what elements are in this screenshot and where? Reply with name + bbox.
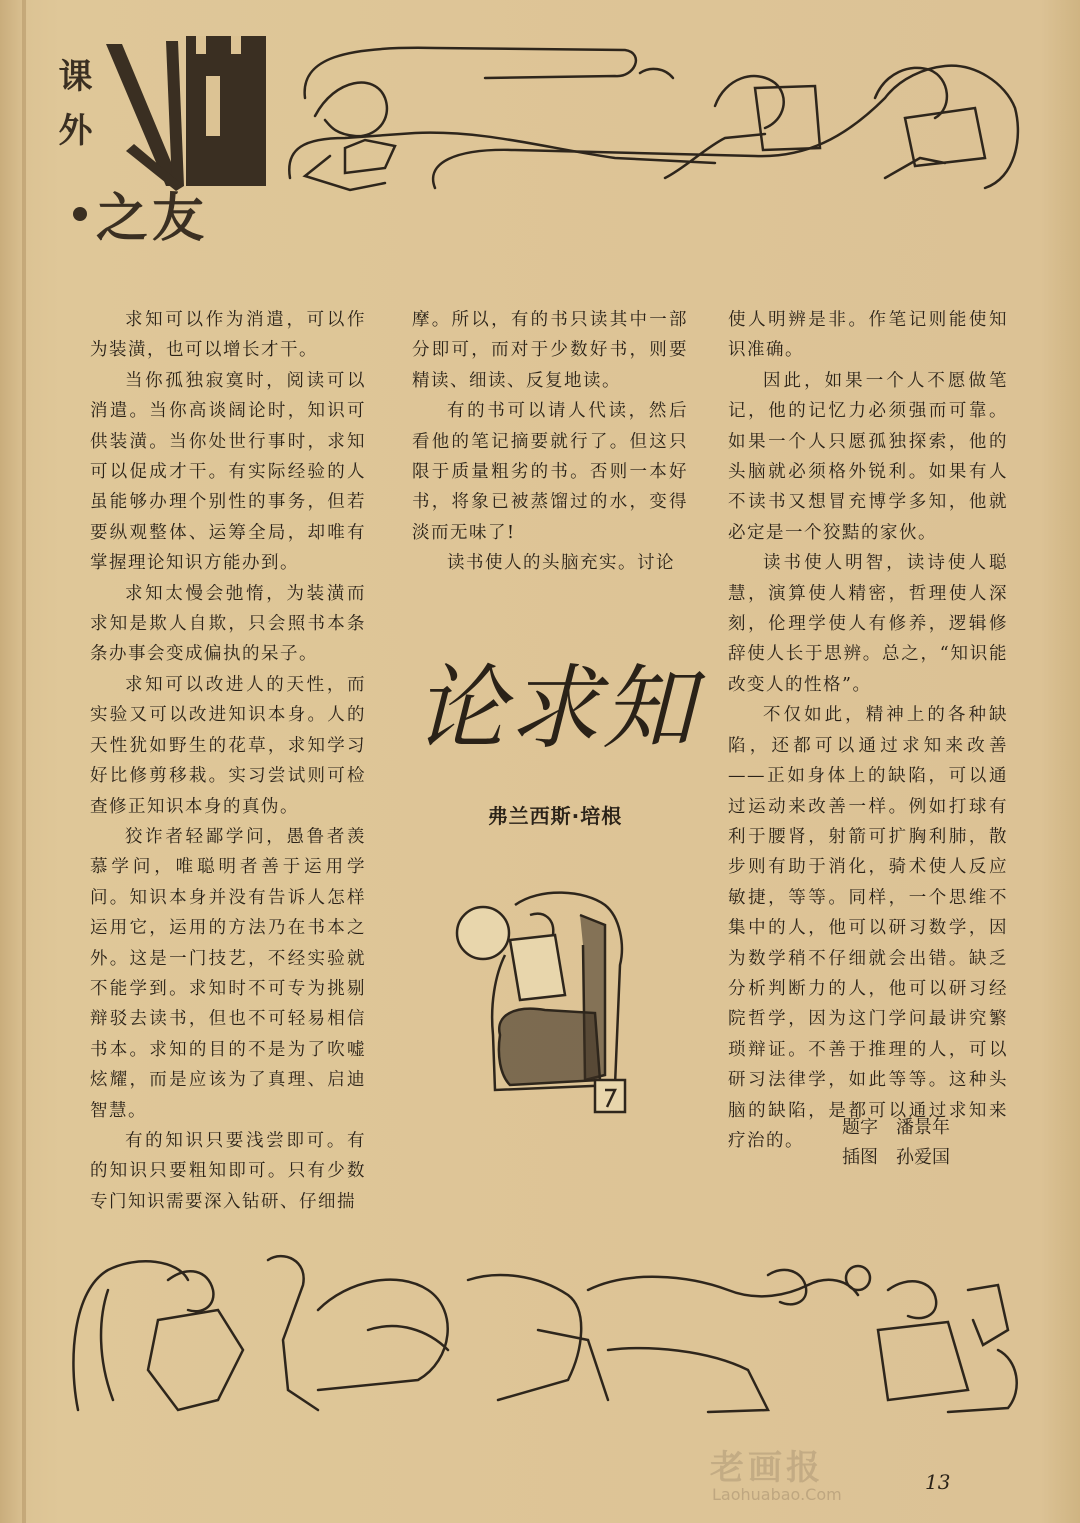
footer-illustration [68, 1250, 1023, 1420]
paragraph: 使人明辨是非。作笔记则能使知识准确。 [728, 310, 1008, 361]
reader-illustration [455, 885, 635, 1120]
column-name-line1: 课外 [52, 58, 92, 166]
paragraph: 当你孤独寂寞时，阅读可以消遣。当你高谈阔论时，知识可供装潢。当你处世行事时，求知可以促成才干。有实际经验的人虽能够办理个别性的事务，但若要纵观整体、运筹全局，却唯有掌握理论知识方能办到。 [90, 370, 366, 574]
text-column-1 [90, 305, 366, 1217]
paragraph: 有的书可以请人代读，然后看他的笔记摘要就行了。但这只限于质量粗劣的书。否则一本好书，将象已被蒸馏过的水，变得淡而无味了! [412, 401, 688, 543]
paragraph: 狡诈者轻鄙学问，愚鲁者羡慕学问，唯聪明者善于运用学问。知识本身并没有告诉人怎样运用它，运用的方法乃在书本之外。这是一门技艺，不经实验就不能学到。求知时不可专为挑剔辩驳去读书，但也不可轻易相信书本。求知的目的不是为了吹嘘炫耀，而是应该为了真理、启迪智慧。 [90, 826, 366, 1121]
paragraph: 不仅如此，精神上的各种缺陷，还都可以通过求知来改善——正如身体上的缺陷，可以通过运动来改善一样。例如打球有利于腰肾，射箭可扩胸利肺，散步则有助于消化，骑术使人反应敏捷，等等。同样，一个思维不集中的人，他可以研习数学，因为数学稍不仔细就会出错。缺乏分析判断力的人，他可以研习经院哲学，因为这门学问最讲究繁琐辩证。不善于推理的人，可以研习法律学，如此等等。这种头脑的缺陷，是都可以通过求知来疗治的。 [728, 705, 1008, 1151]
paragraph: 求知可以改进人的天性，而实验又可以改进知识本身。人的天性犹如野生的花草，求知学习好比修剪移栽。实习尝试则可检查修正知识本身的真伪。 [90, 674, 366, 817]
text-column-3 [728, 305, 1008, 1156]
watermark-url: Laohuabao.Com [712, 1485, 842, 1504]
text-column-2 [412, 305, 688, 579]
article-author: 弗兰西斯·培根 [487, 804, 623, 828]
article-title [410, 640, 700, 770]
page-number: 13 [925, 1470, 951, 1494]
article-title-text: 论求知 [413, 655, 697, 762]
paragraph: 求知可以作为消遣，可以作为装潢，也可以增长才干。 [90, 310, 366, 361]
credits [842, 1113, 950, 1173]
paragraph: 摩。所以，有的书只读其中一部分即可，而对于少数好书，则要精读、细读、反复地读。 [412, 310, 688, 391]
paragraph: 读书使人明智，读诗使人聪慧，演算使人精密，哲理使人深刻，伦理学使人有修养，逻辑修辞使人长于思辨。总之，“知识能改变人的性格”。 [728, 553, 1008, 695]
column-name-line2: 之友 [96, 189, 209, 249]
calligraphy-credit: 题字 潘景年 [842, 1117, 950, 1138]
paragraph: 读书使人的头脑充实。讨论 [447, 553, 675, 574]
page-spine-shadow [22, 0, 26, 1523]
illustration-credit: 插图 孙爱国 [842, 1147, 950, 1168]
paragraph: 有的知识只要浅尝即可。有的知识只要粗知即可。只有少数专门知识需要深入钻研、仔细揣 [90, 1130, 366, 1212]
column-logo [52, 36, 266, 249]
paragraph: 因此，如果一个人不愿做笔记，他的记忆力必须强而可靠。如果一个人只愿孤独探索，他的头脑就必须格外锐利。如果有人不读书又想冒充博学多知，他就必定是一个狡黠的家伙。 [728, 370, 1008, 543]
watermark: 老画报 [710, 1448, 824, 1488]
paragraph: 求知太慢会弛惰，为装潢而求知是欺人自欺，只会照书本条条办事会变成偏执的呆子。 [90, 583, 366, 665]
header-illustration [285, 38, 1025, 203]
